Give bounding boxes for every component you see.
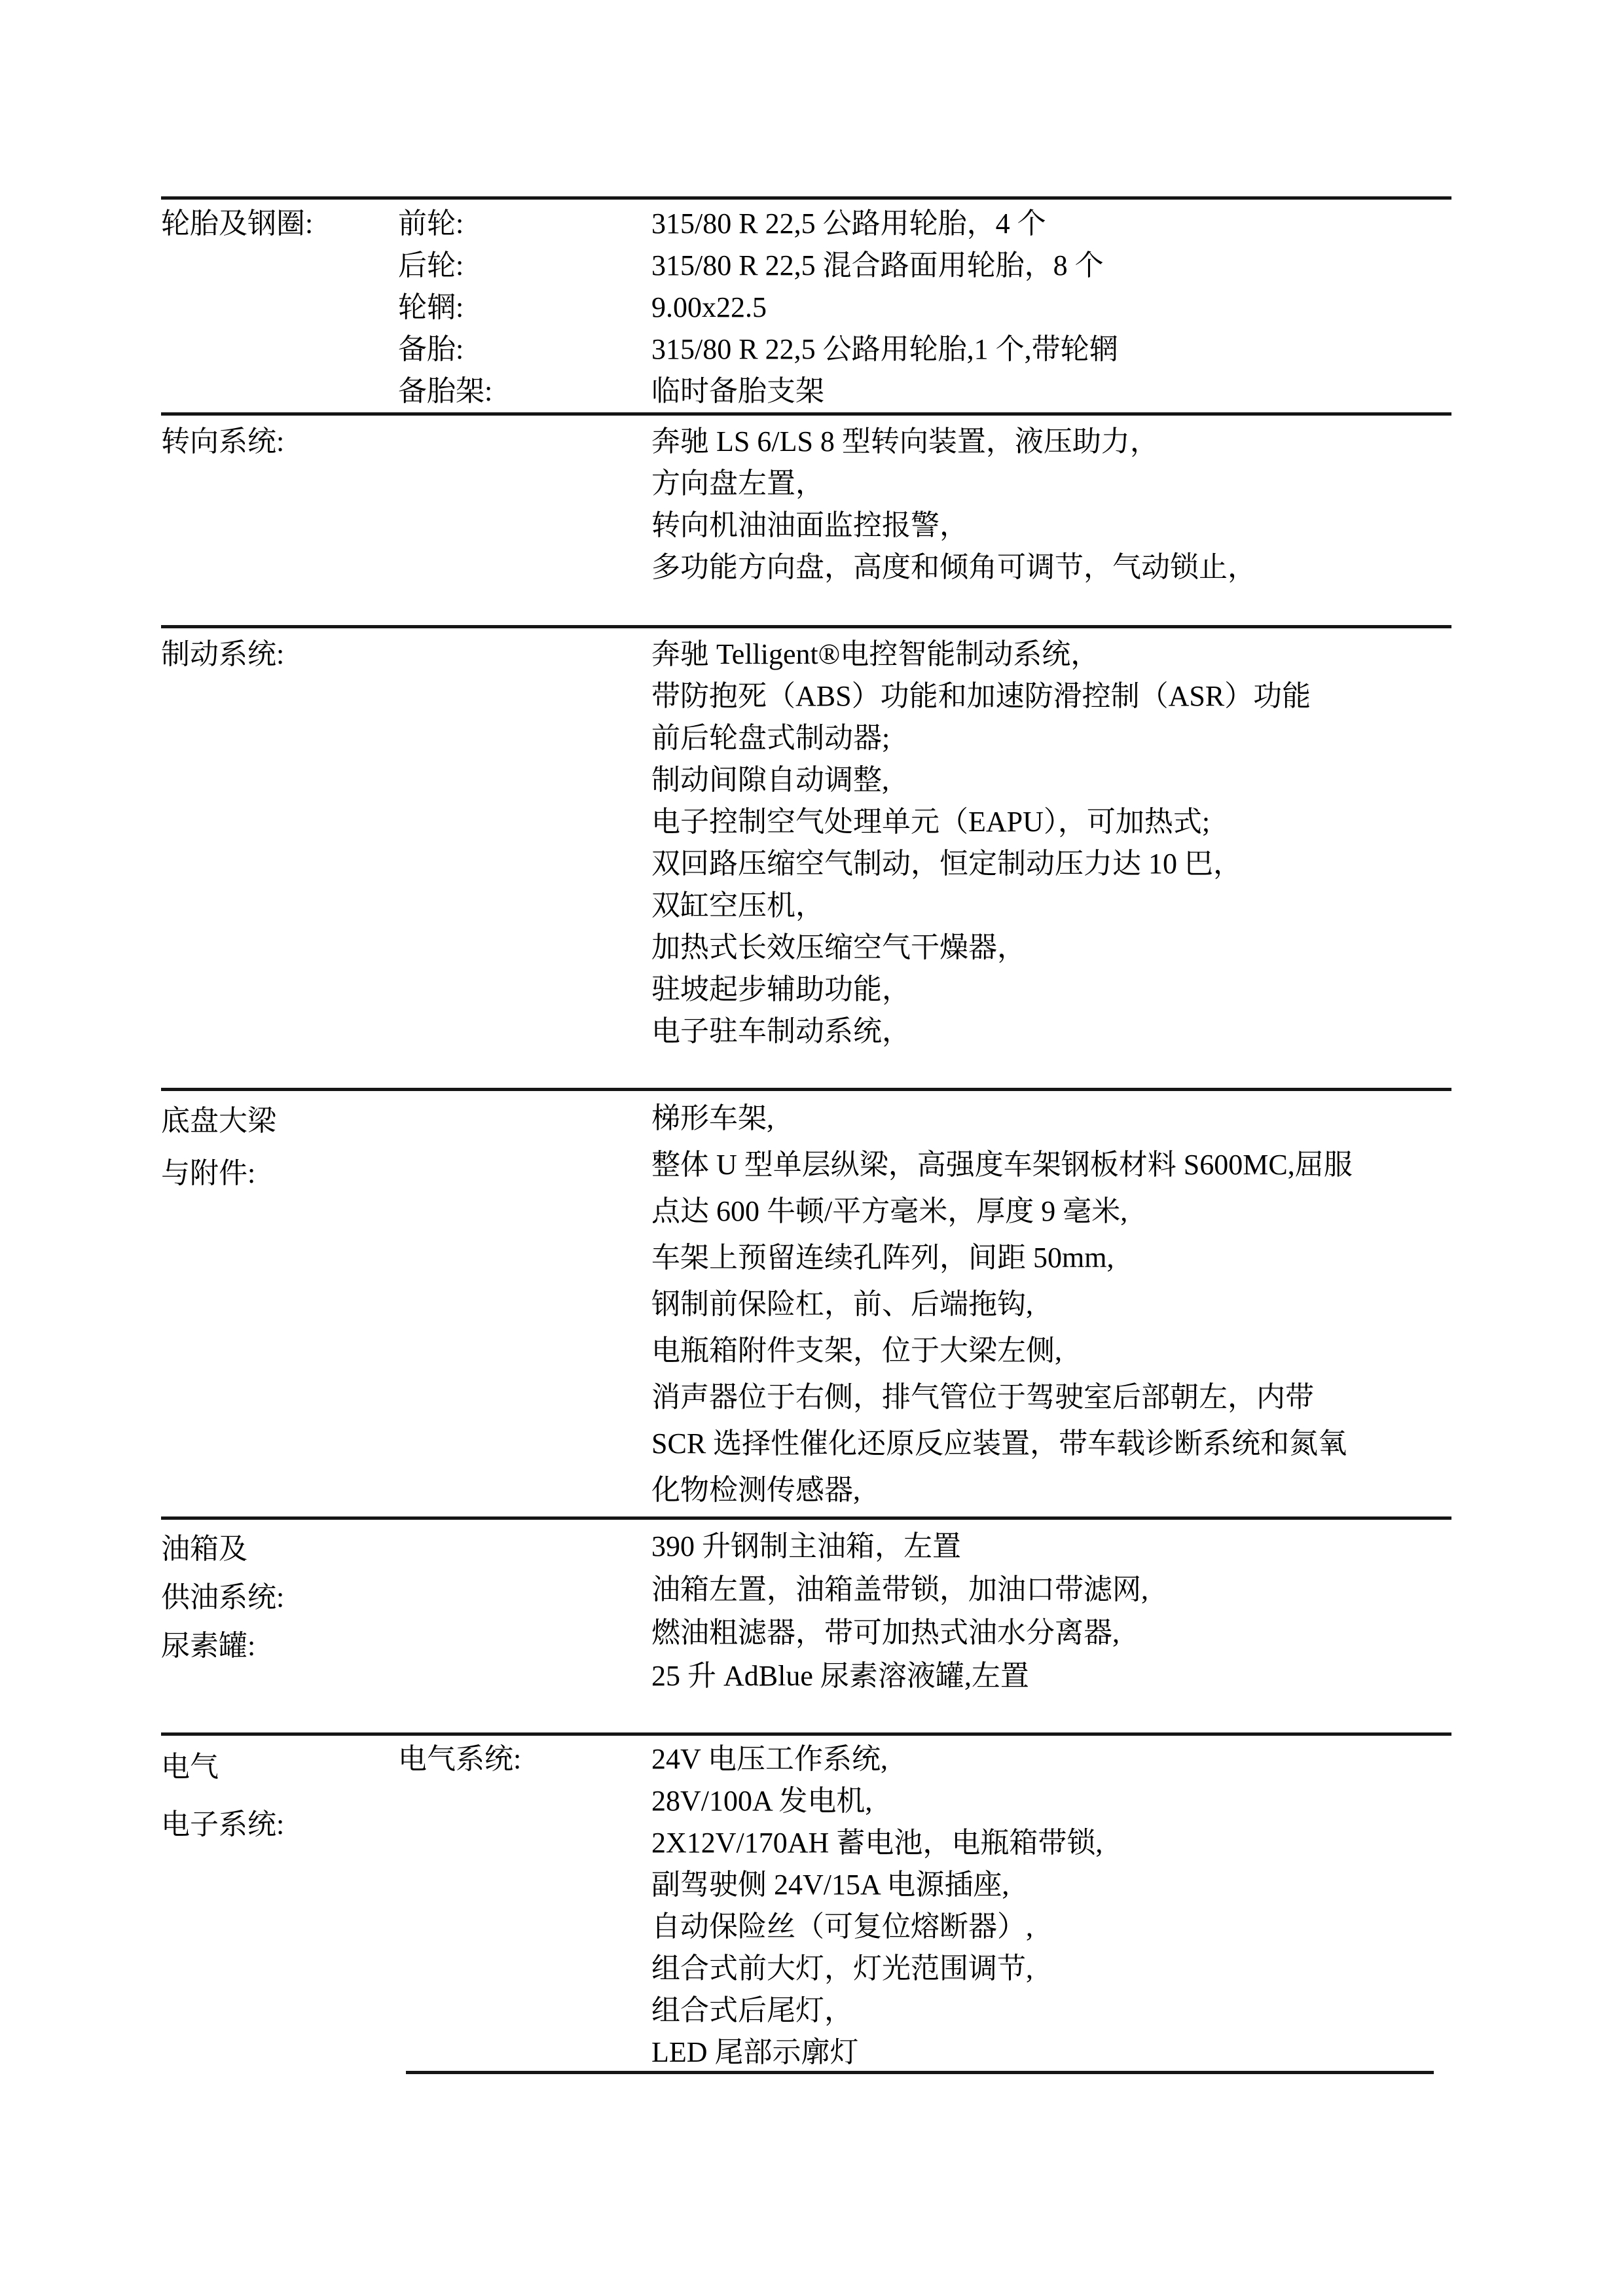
- row-value: 9.00x22.5: [651, 291, 767, 323]
- spec-line: 双回路压缩空气制动，恒定制动压力达 10 巴，: [651, 848, 1242, 880]
- section-title: 电气: [161, 1751, 219, 1783]
- spec-line: 多功能方向盘，高度和倾角可调节，气动锁止，: [651, 551, 1256, 583]
- row-value: 临时备胎支架: [651, 375, 824, 407]
- row-value: 315/80 R 22,5 公路用轮胎,1 个,带轮辋: [651, 333, 1118, 365]
- spec-line: 奔驰 LS 6/LS 8 型转向装置，液压助力，: [651, 425, 1159, 457]
- value-column: [651, 634, 1451, 1052]
- spec-line: 消声器位于右侧，排气管位于驾驶室后部朝左，内带: [651, 1381, 1314, 1413]
- section-tires: [161, 196, 1451, 412]
- row-value: 315/80 R 22,5 混合路面用轮胎，8 个: [651, 249, 1104, 281]
- section-title: 供油系统:: [161, 1581, 285, 1613]
- spec-line: 油箱左置，油箱盖带锁，加油口带滤网,: [651, 1573, 1148, 1605]
- spec-line: 28V/100A 发电机,: [651, 1785, 873, 1817]
- spec-line: 钢制前保险杠，前、后端拖钩,: [651, 1288, 1033, 1320]
- spec-line: SCR 选择性催化还原反应装置，带车载诊断系统和氮氧: [651, 1427, 1347, 1460]
- value-column: [651, 421, 1451, 588]
- row-label: 备胎架:: [398, 375, 493, 407]
- spec-line: 化物检测传感器,: [651, 1474, 860, 1506]
- spec-line: 副驾驶侧 24V/15A 电源插座,: [651, 1869, 1010, 1901]
- section-chassis: [161, 1088, 1451, 1516]
- spec-line: 车架上预留连续孔阵列，间距 50mm,: [651, 1242, 1114, 1274]
- section-fuel: [161, 1516, 1451, 1732]
- value-column: [651, 203, 1451, 412]
- row-label: 前轮:: [398, 207, 464, 240]
- spec-line: 带防抱死（ABS）功能和加速防滑控制（ASR）功能: [651, 680, 1311, 712]
- spec-line: 转向机油油面监控报警，: [651, 509, 968, 541]
- row-label: 后轮:: [398, 249, 464, 281]
- spec-line: 点达 600 牛顿/平方毫米，厚度 9 毫米,: [651, 1195, 1128, 1227]
- spec-line: 奔驰 Telligent®电控智能制动系统，: [651, 638, 1100, 670]
- spec-line: 燃油粗滤器，带可加热式油水分离器,: [651, 1617, 1120, 1649]
- value-column: [651, 1095, 1451, 1513]
- bottom-rule: [406, 2071, 1434, 2074]
- spec-sheet: [161, 196, 1451, 2071]
- value-column: [651, 1738, 1451, 2073]
- spec-line: 25 升 AdBlue 尿素溶液罐,左置: [651, 1660, 1029, 1692]
- spec-line: 组合式后尾灯，: [651, 1994, 853, 2026]
- spec-line: 组合式前大灯，灯光范围调节,: [651, 1952, 1033, 1984]
- section-title-column: [161, 1738, 398, 1854]
- spec-line: 前后轮盘式制动器;: [651, 722, 890, 754]
- spec-line: 驻坡起步辅助功能，: [651, 973, 911, 1005]
- row-value: 315/80 R 22,5 公路用轮胎，4 个: [651, 207, 1046, 240]
- spec-line: 电子驻车制动系统，: [651, 1015, 911, 1047]
- section-title: 轮胎及钢圈:: [161, 207, 314, 240]
- value-column: [651, 1525, 1451, 1698]
- spec-line: 2X12V/170AH 蓄电池，电瓶箱带锁,: [651, 1827, 1103, 1859]
- row-label-column: [398, 203, 651, 412]
- section-electrical: [161, 1732, 1451, 2071]
- spec-line: 方向盘左置，: [651, 467, 824, 499]
- section-title: 电子系统:: [161, 1808, 285, 1840]
- section-title-column: [161, 421, 398, 463]
- section-steering: [161, 412, 1451, 625]
- section-title: 转向系统:: [161, 425, 285, 457]
- section-title-column: [161, 1525, 398, 1670]
- section-title-column: [161, 1095, 398, 1200]
- spec-line: 电瓶箱附件支架，位于大梁左侧,: [651, 1335, 1062, 1367]
- spec-line: 加热式长效压缩空气干燥器，: [651, 931, 1026, 963]
- spec-line: 390 升钢制主油箱，左置: [651, 1530, 961, 1562]
- spec-line: LED 尾部示廓灯: [651, 2036, 859, 2068]
- section-title: 底盘大梁: [161, 1105, 276, 1137]
- spec-line: 梯形车架,: [651, 1102, 774, 1134]
- spec-line: 整体 U 型单层纵梁，高强度车架钢板材料 S600MC,屈服: [651, 1149, 1353, 1181]
- section-braking: [161, 625, 1451, 1088]
- spec-line: 24V 电压工作系统,: [651, 1743, 888, 1775]
- row-label: 备胎:: [398, 333, 464, 365]
- spec-line: 双缸空压机，: [651, 889, 824, 922]
- section-title-column: [161, 634, 398, 675]
- spec-line: 电子控制空气处理单元（EAPU），可加热式;: [651, 806, 1211, 838]
- spec-line: 制动间隙自动调整,: [651, 764, 889, 796]
- section-title: 与附件:: [161, 1157, 256, 1189]
- row-label-column: [398, 1738, 651, 1780]
- section-title: 油箱及: [161, 1533, 247, 1565]
- section-title: 制动系统:: [161, 638, 285, 670]
- section-title: 尿素罐:: [161, 1630, 256, 1662]
- sub-label: 电气系统:: [398, 1743, 522, 1775]
- section-title-column: [161, 203, 398, 245]
- spec-line: 自动保险丝（可复位熔断器）,: [651, 1910, 1033, 1943]
- row-label: 轮辋:: [398, 291, 464, 323]
